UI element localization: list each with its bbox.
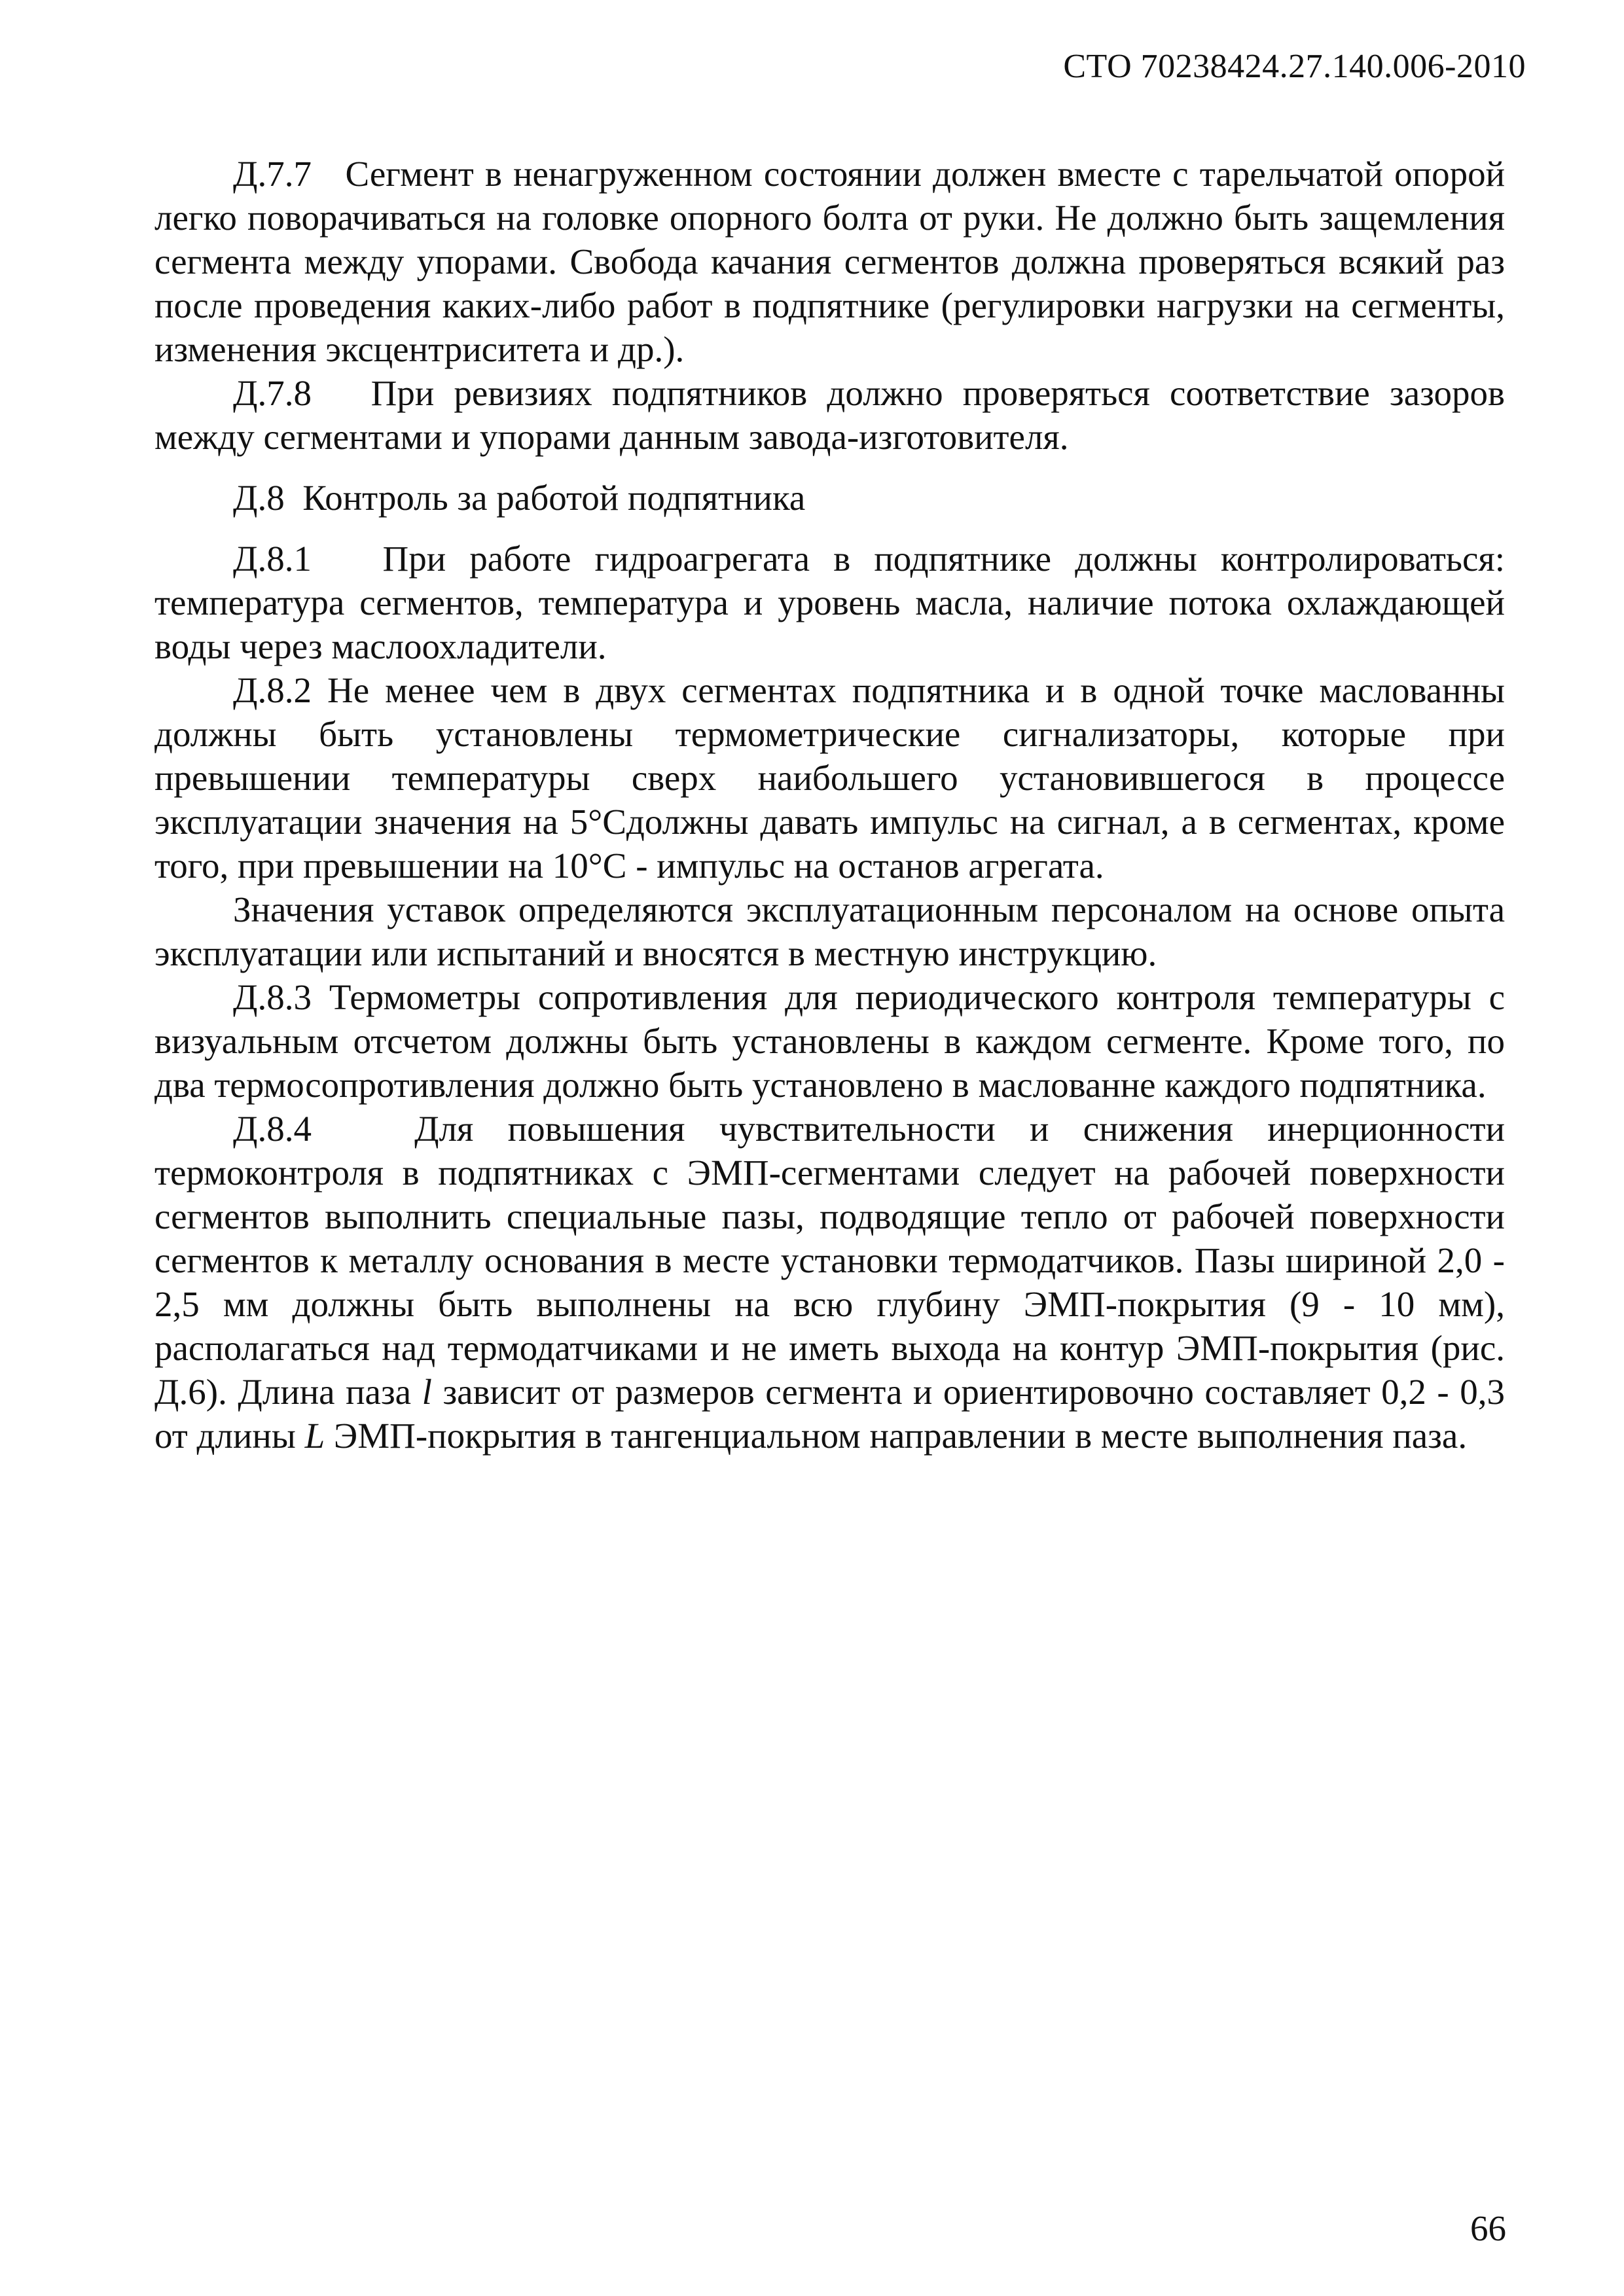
clause-number: Д.8.4 — [233, 1109, 312, 1149]
section-title: Контроль за работой подпятника — [302, 478, 806, 518]
variable-big-l: L — [304, 1416, 325, 1456]
paragraph-d-7-8 — [154, 371, 1505, 459]
document-code-header: СТО 70238424.27.140.006-2010 — [1063, 48, 1526, 85]
clause-text: Не менее чем в двух сегментах подпятника и в одной точке маслованны должны быть установлены термометрические сигнализаторы, которые при превышении температуры сверх наибольшего установившегося в процессе эксплуатации значения на 5°Сдолжны давать импульс на сигнал, а в сегментах, кроме того, при превышении на 10°С - импульс на останов агрегата. — [154, 670, 1505, 886]
paragraph-d-8-4 — [154, 1107, 1505, 1458]
clause-text: Сегмент в ненагруженном состоянии должен вместе с тарельчатой опорой легко поворачиваться на головке опорного болта от руки. Не должно быть защемления сегмента между упорами. Свобода качания сегментов должна проверяться всякий раз после проведения каких-либо работ в подпятнике (регулировки нагрузки на сегменты, изменения эксцентриситета и др.). — [154, 154, 1506, 369]
clause-text: При работе гидроагрегата в подпятнике должны контролироваться: температура сегментов, температура и уровень масла, наличие потока охлаждающей воды через маслоохладители. — [154, 539, 1505, 666]
clause-number: Д.8.3 — [233, 977, 312, 1017]
clause-text: При ревизиях подпятников должно проверяться соответствие зазоров между сегментами и упорами данным завода-изготовителя. — [154, 373, 1506, 457]
clause-text-continued: зависит от размеров сегмента и ориентировочно составляет 0,2 - 0,3 от длины — [154, 1372, 1506, 1456]
page-number: 66 — [1470, 2208, 1506, 2248]
paragraph-d-8-1 — [154, 537, 1505, 668]
paragraph-setpoints — [154, 888, 1505, 975]
clause-text-end: ЭМП-покрытия в тангенциальном направлении в месте выполнения паза. — [333, 1416, 1468, 1456]
paragraph-d-7-7 — [154, 152, 1505, 371]
section-heading-d-8 — [154, 476, 1505, 520]
document-body — [154, 152, 1505, 1458]
clause-text: Термометры сопротивления для периодического контроля температуры с визуальным отсчетом должны быть установлены в каждом сегменте. Кроме того, по два термосопротивления должно быть установлено в маслованне каждого подпятника. — [154, 977, 1506, 1105]
clause-number: Д.8.2 — [233, 670, 312, 710]
paragraph-d-8-3 — [154, 975, 1505, 1107]
clause-text: Значения уставок определяются эксплуатационным персоналом на основе опыта эксплуатации или испытаний и вносятся в местную инструкцию. — [154, 889, 1505, 973]
clause-text: Для повышения чувствительности и снижения инерционности термоконтроля в подпятниках с ЭМП-сегментами следует на рабочей поверхности сегментов выполнить специальные пазы, подводящие тепло от рабочей поверхности сегментов к металлу основания в месте установки термодатчиков. Пазы шириной 2,0 - 2,5 мм должны быть выполнены на всю глубину ЭМП-покрытия (9 - 10 мм), располагаться над термодатчиками и не иметь выхода на контур ЭМП-покрытия (рис. Д.6). Длина паза — [154, 1109, 1505, 1412]
paragraph-d-8-2 — [154, 668, 1505, 888]
clause-number: Д.8.1 — [233, 539, 312, 579]
clause-number: Д.7.7 — [233, 154, 312, 194]
section-number: Д.8 — [233, 478, 285, 518]
clause-number: Д.7.8 — [233, 373, 312, 413]
variable-l: l — [422, 1372, 432, 1412]
